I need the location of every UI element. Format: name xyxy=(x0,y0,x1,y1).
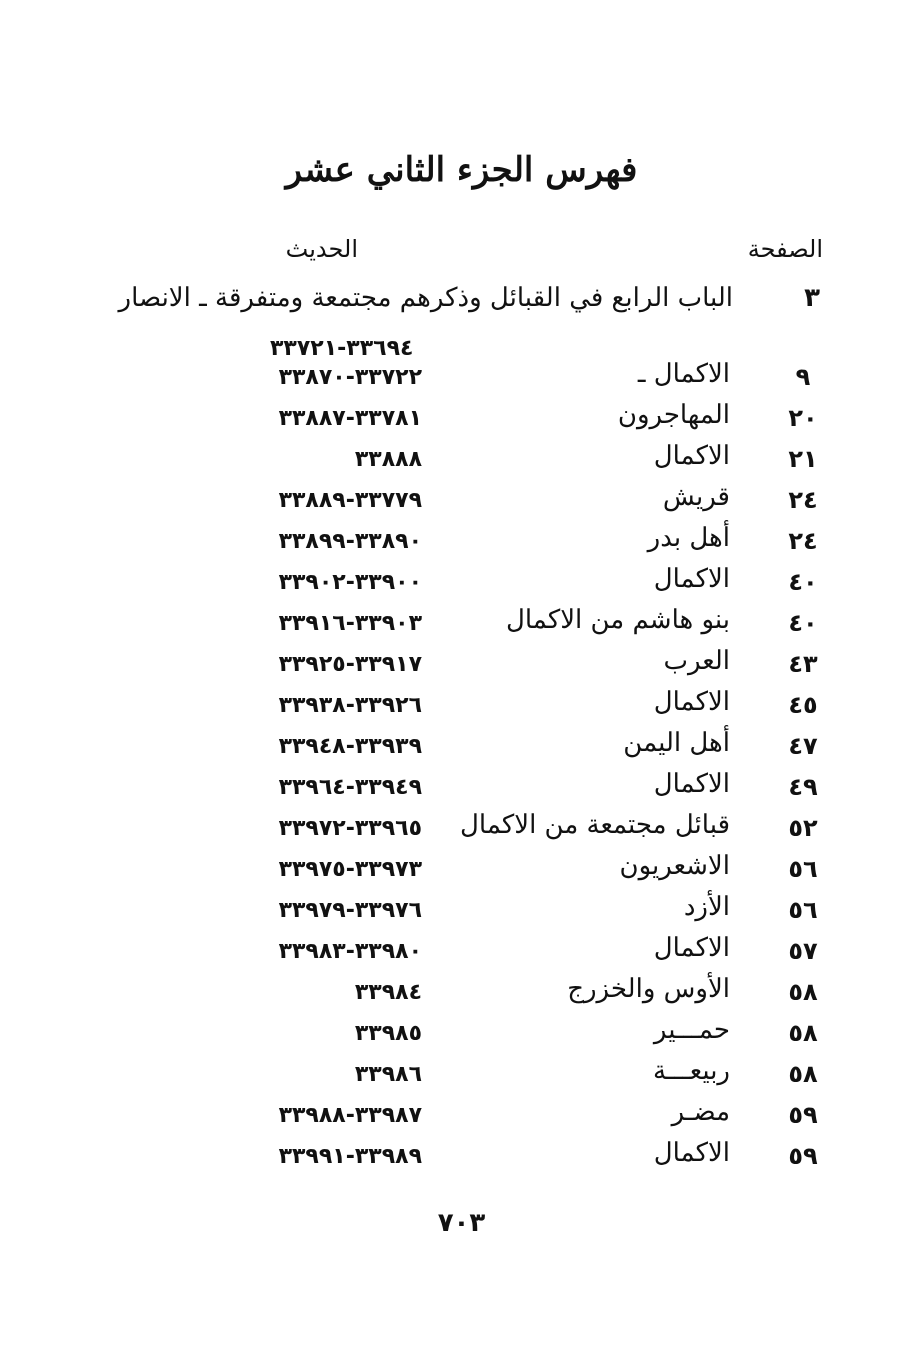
row-topic: الأزد xyxy=(683,892,730,922)
index-row xyxy=(0,728,923,773)
row-hadith-range: ٣٣٩٦٥-٣٣٩٧٢ xyxy=(278,816,422,841)
index-row xyxy=(0,851,923,896)
index-row xyxy=(0,687,923,732)
row-page-number: ٤٩ xyxy=(788,773,818,801)
row-hadith-range: ٣٣٩٨٦ xyxy=(354,1062,422,1087)
row-topic: ربيعـــة xyxy=(653,1056,730,1086)
row-hadith-range: ٣٣٩٧٣-٣٣٩٧٥ xyxy=(278,857,422,882)
row-page-number: ٢١ xyxy=(788,445,818,473)
row-hadith-range: ٣٣٩٨٤ xyxy=(354,980,422,1005)
index-row xyxy=(0,605,923,650)
row-hadith-range: ٣٣٩٣٩-٣٣٩٤٨ xyxy=(278,734,422,759)
row-hadith-range: ٣٣٩٨٩-٣٣٩٩١ xyxy=(278,1144,422,1169)
row-page-number: ٥٨ xyxy=(788,1019,818,1047)
chapter-title: الباب الرابع في القبائل وذكرهم مجتمعة ومتفرقة ـ الانصار xyxy=(118,283,733,313)
index-row xyxy=(0,892,923,937)
row-page-number: ٥٩ xyxy=(788,1142,818,1170)
row-page-number: ٥٨ xyxy=(788,1060,818,1088)
row-page-number: ٢٤ xyxy=(788,486,818,514)
row-topic: بنو هاشم من الاكمال xyxy=(505,605,730,635)
row-hadith-range: ٣٣٩٨٥ xyxy=(354,1021,422,1046)
index-row xyxy=(0,974,923,1019)
row-hadith-range: ٣٣٩٠٣-٣٣٩١٦ xyxy=(278,611,422,636)
row-page-number: ٤٣ xyxy=(788,650,818,678)
row-topic: الاكمال xyxy=(653,441,730,471)
row-topic: الاكمال xyxy=(653,933,730,963)
index-row xyxy=(0,564,923,609)
index-row xyxy=(0,1097,923,1142)
row-page-number: ٢٠ xyxy=(788,404,818,432)
chapter-hadith-range: ٣٣٦٩٤-٣٣٧٢١ xyxy=(270,336,414,361)
row-hadith-range: ٣٣٩١٧-٣٣٩٢٥ xyxy=(278,652,422,677)
row-page-number: ٤٥ xyxy=(788,691,818,719)
index-row xyxy=(0,769,923,814)
row-topic: الاكمال ـ xyxy=(637,359,730,389)
page-number-footer: ٧٠٣ xyxy=(437,1208,486,1238)
page-column-header: الصفحة xyxy=(747,235,823,263)
row-page-number: ٤٠ xyxy=(788,609,818,637)
index-row xyxy=(0,1138,923,1183)
row-page-number: ٥٧ xyxy=(788,937,818,965)
row-hadith-range: ٣٣٨٩٠-٣٣٨٩٩ xyxy=(278,529,422,554)
row-topic: قبائل مجتمعة من الاكمال xyxy=(460,810,730,840)
row-topic: حمـــير xyxy=(653,1015,730,1045)
row-topic: أهل اليمن xyxy=(623,728,730,758)
row-page-number: ٥٩ xyxy=(788,1101,818,1129)
index-row xyxy=(0,359,923,404)
row-page-number: ٥٦ xyxy=(788,855,818,883)
index-row xyxy=(0,1056,923,1101)
row-topic: العرب xyxy=(663,646,730,676)
chapter-page-number: ٣ xyxy=(804,283,820,313)
row-topic: مضـر xyxy=(671,1097,730,1127)
row-hadith-range: ٣٣٧٢٢-٣٣٨٧٠ xyxy=(278,365,422,390)
row-page-number: ٥٨ xyxy=(788,978,818,1006)
row-topic: الاكمال xyxy=(653,564,730,594)
row-topic: المهاجرون xyxy=(617,400,730,430)
index-row xyxy=(0,400,923,445)
index-row xyxy=(0,933,923,978)
page-title: فهرس الجزء الثاني عشر xyxy=(285,150,638,190)
row-hadith-range: ٣٣٨٨٨ xyxy=(354,447,422,472)
index-list xyxy=(0,359,923,1183)
row-hadith-range: ٣٣٩٠٠-٣٣٩٠٢ xyxy=(278,570,422,595)
index-row xyxy=(0,441,923,486)
hadith-column-header: الحديث xyxy=(285,235,358,263)
row-topic: الأوس والخزرج xyxy=(567,974,730,1004)
index-row xyxy=(0,482,923,527)
index-row xyxy=(0,523,923,568)
row-hadith-range: ٣٣٩٨٧-٣٣٩٨٨ xyxy=(278,1103,422,1128)
row-hadith-range: ٣٣٧٧٩-٣٣٨٨٩ xyxy=(278,488,422,513)
row-topic: الاكمال xyxy=(653,1138,730,1168)
row-hadith-range: ٣٣٩٢٦-٣٣٩٣٨ xyxy=(278,693,422,718)
row-page-number: ٤٧ xyxy=(788,732,818,760)
row-topic: أهل بدر xyxy=(647,523,730,553)
row-page-number: ٩ xyxy=(795,363,811,391)
row-page-number: ٤٠ xyxy=(788,568,818,596)
row-page-number: ٥٢ xyxy=(788,814,818,842)
row-page-number: ٢٤ xyxy=(788,527,818,555)
row-hadith-range: ٣٣٧٨١-٣٣٨٨٧ xyxy=(278,406,422,431)
row-topic: قريش xyxy=(662,482,730,512)
row-topic: الاكمال xyxy=(653,687,730,717)
row-page-number: ٥٦ xyxy=(788,896,818,924)
row-hadith-range: ٣٣٩٤٩-٣٣٩٦٤ xyxy=(278,775,422,800)
row-hadith-range: ٣٣٩٨٠-٣٣٩٨٣ xyxy=(278,939,422,964)
index-row xyxy=(0,646,923,691)
row-topic: الاشعريون xyxy=(619,851,730,881)
index-row xyxy=(0,810,923,855)
row-topic: الاكمال xyxy=(653,769,730,799)
row-hadith-range: ٣٣٩٧٦-٣٣٩٧٩ xyxy=(278,898,422,923)
index-row xyxy=(0,1015,923,1060)
